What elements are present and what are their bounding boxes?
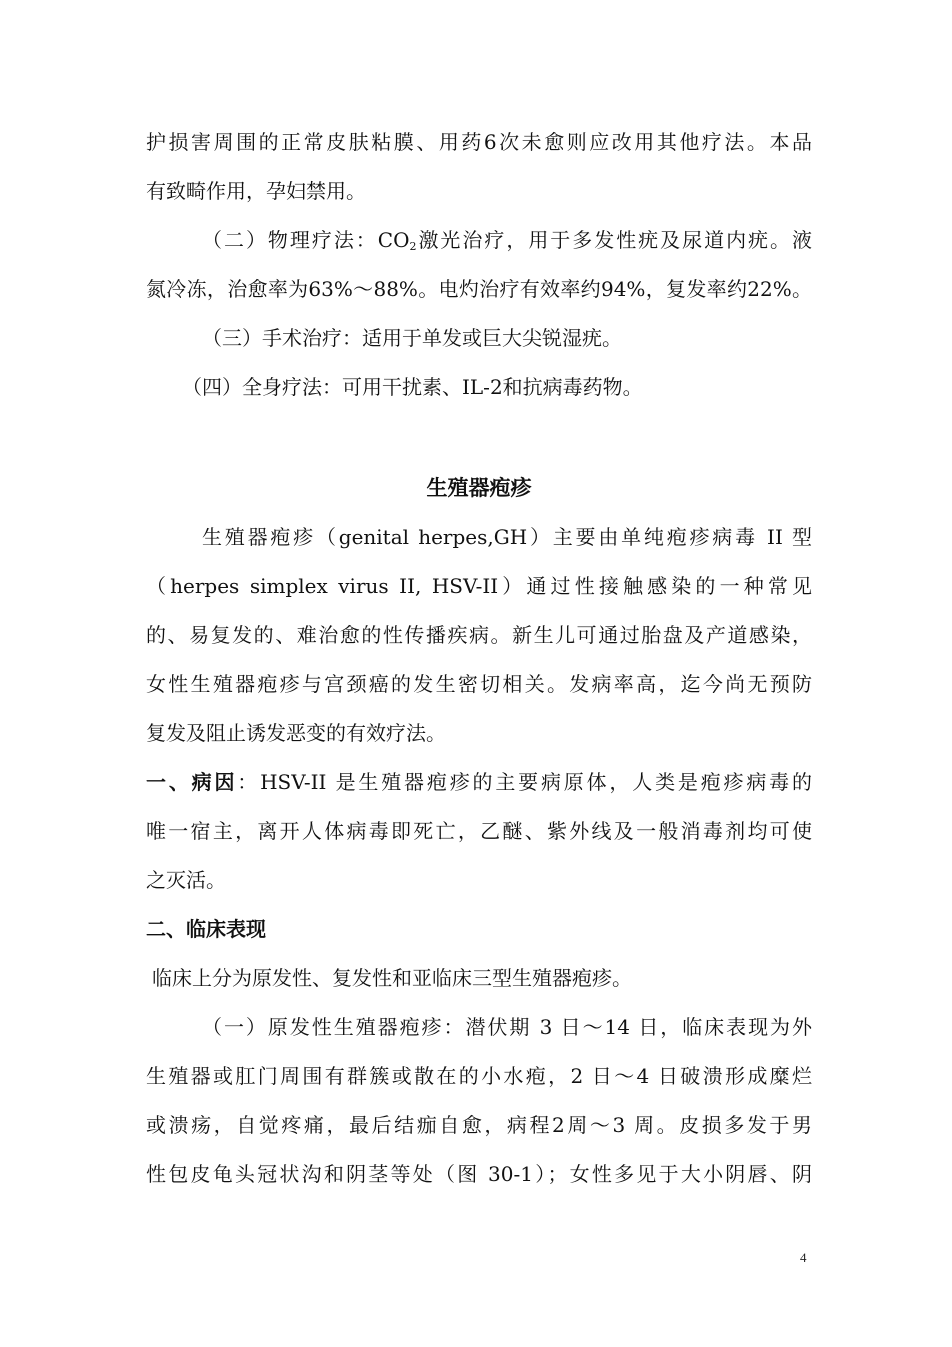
- text-span: 激光治疗，用于多发性疣及尿道内疣。液: [416, 228, 812, 252]
- physical-therapy-line: [146, 216, 812, 265]
- subscript: 2: [409, 240, 417, 253]
- primary-herpes-line: 或溃疡，自觉疼痛，最后结痂自愈，病程2周～3 周。皮损多发于男: [146, 1113, 812, 1137]
- clinical-intro: 临床上分为原发性、复发性和亚临床三型生殖器疱疹。: [152, 966, 632, 990]
- paragraph-line: 氮冷冻，治愈率为63%～88%。电灼治疗有效率约94%，复发率约22%。: [146, 277, 812, 301]
- intro-line: 的、易复发的、难治愈的性传播疾病。新生儿可通过胎盘及产道感染，: [146, 623, 812, 647]
- cause-line: [146, 758, 812, 807]
- paragraph-line: 有致畸作用，孕妇禁用。: [146, 179, 366, 203]
- text-span: （二）物理疗法：CO: [202, 228, 410, 252]
- cause-line: 之灭活。: [146, 868, 226, 892]
- cause-heading: 一、病因: [146, 770, 238, 794]
- cause-line: 唯一宿主，离开人体病毒即死亡，乙醚、紫外线及一般消毒剂均可使: [146, 819, 812, 843]
- primary-herpes-line: 性包皮龟头冠状沟和阴茎等处（图 30-1）；女性多见于大小阴唇、阴: [146, 1162, 812, 1186]
- paragraph-line: 护损害周围的正常皮肤粘膜、用药6次未愈则应改用其他疗法。本品: [146, 130, 812, 154]
- intro-line: 生殖器疱疹（genital herpes,GH）主要由单纯疱疹病毒 II 型: [202, 525, 812, 549]
- intro-line: 女性生殖器疱疹与宫颈癌的发生密切相关。发病率高，迄今尚无预防: [146, 672, 812, 696]
- surgery-line: （三）手术治疗：适用于单发或巨大尖锐湿疣。: [202, 326, 622, 350]
- intro-line: （herpes simplex virus II, HSV-II）通过性接触感染的一种常见: [146, 574, 812, 598]
- document-page: [146, 118, 812, 1199]
- text-span: ：HSV-II 是生殖器疱疹的主要病原体，人类是疱疹病毒的: [237, 770, 812, 794]
- page-number: 4: [800, 1250, 807, 1265]
- section-title: 生殖器疱疹: [426, 476, 532, 500]
- primary-herpes-line: 生殖器或肛门周围有群簇或散在的小水疱，2 日～4 日破溃形成糜烂: [146, 1064, 812, 1088]
- intro-line: 复发及阻止诱发恶变的有效疗法。: [146, 721, 446, 745]
- systemic-therapy-line: （四）全身疗法：可用干扰素、IL-2和抗病毒药物。: [182, 375, 643, 399]
- spacer: [146, 412, 812, 464]
- primary-herpes-line: （一）原发性生殖器疱疹：潜伏期 3 日～14 日，临床表现为外: [202, 1015, 812, 1039]
- clinical-heading: 二、临床表现: [146, 917, 266, 941]
